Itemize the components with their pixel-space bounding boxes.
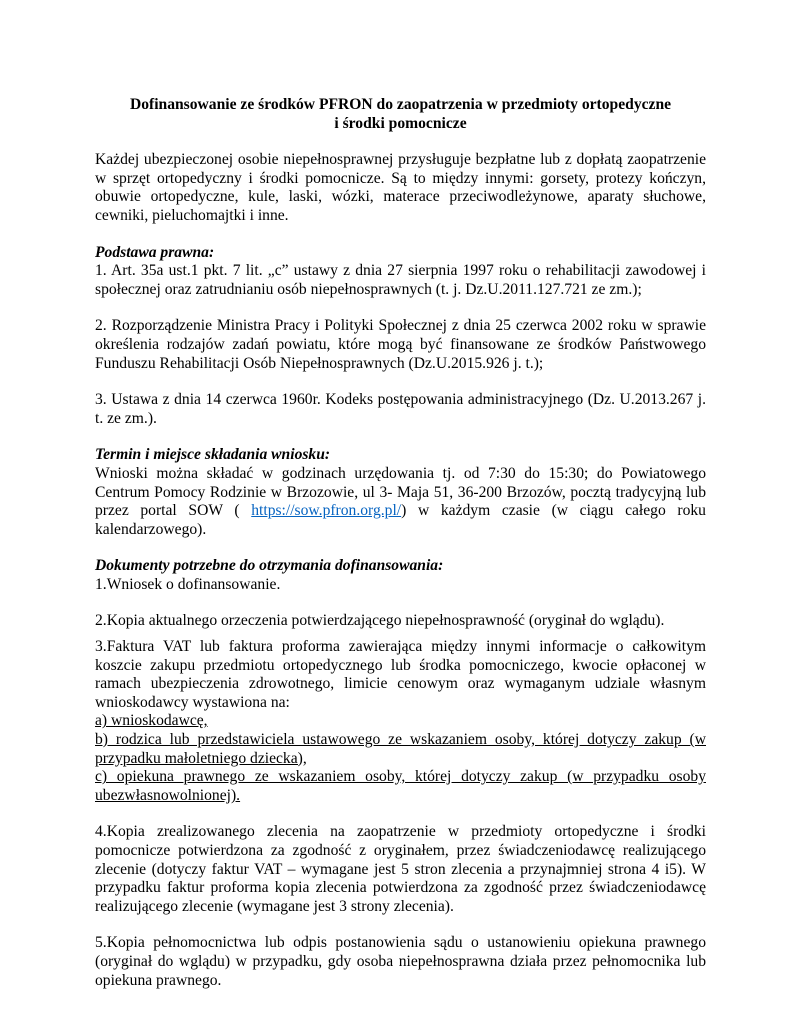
document-title-line-2: i środki pomocnicze bbox=[334, 114, 467, 132]
document-title bbox=[95, 96, 706, 133]
legal-basis-item-2: 2. Rozporządzenie Ministra Pracy i Polityki Społecznej z dnia 25 czerwca 2002 roku w sprawie określenia rodzajów zadań powiatu, które mogą być finansowane ze środków Państwowego Funduszu Rehabilitacji Osób Niepełnosprawnych (Dz.U.2015.926 j. t.); bbox=[95, 317, 706, 372]
documents-heading: Dokumenty potrzebne do otrzymania dofinansowania: bbox=[95, 557, 444, 575]
intro-paragraph: Każdej ubezpieczonej osobie niepełnosprawnej przysługuje bezpłatne lub z dopłatą zaopatrzenie w sprzęt ortopedyczny i środki pomocnicze. Są to między innymi: gorsety, protezy kończyn, obuwie ortopedyczne, kule, laski, wózki, materace przeciwodleżynowe, aparaty słuchowe, cewniki, pieluchomajtki i inne. bbox=[95, 151, 706, 224]
documents-item-5: 5.Kopia pełnomocnictwa lub odpis postanowienia sądu o ustanowieniu opiekuna prawnego (oryginał do wglądu) w przypadku, gdy osoba niepełnosprawna działa przez pełnomocnika lub opiekuna prawnego. bbox=[95, 934, 706, 989]
documents-item-3a: a) wnioskodawcę, bbox=[95, 712, 208, 730]
document-title-line-1: Dofinansowanie ze środków PFRON do zaopatrzenia w przedmioty ortopedyczne bbox=[129, 96, 672, 113]
documents-item-2: 2.Kopia aktualnego orzeczenia potwierdzającego niepełnosprawność (oryginał do wglądu). bbox=[95, 612, 665, 630]
legal-basis-item-3: 3. Ustawa z dnia 14 czerwca 1960r. Kodeks postępowania administracyjnego (Dz. U.2013.267 j. t. ze zm.). bbox=[95, 391, 706, 427]
documents-item-3: 3.Faktura VAT lub faktura proforma zawierająca między innymi informacje o całkowitym koszcie zakupu przedmiotu ortopedycznego lub środka pomocniczego, kwocie opłaconej w ramach ubezpieczenia zdrowotnego, limicie cenowym oraz wymaganym udziale własnym wnioskodawcy wystawiona na: bbox=[95, 638, 706, 711]
legal-basis-heading: Podstawa prawna: bbox=[95, 243, 215, 261]
documents-item-4: 4.Kopia zrealizowanego zlecenia na zaopatrzenie w przedmioty ortopedyczne i środki pomocnicze potwierdzona za zgodność z oryginałem, przez świadczeniodawcę realizującego zlecenie (dotyczy faktur VAT – wymagane jest 5 stron zlecenia a przynajmniej strona 4 i5). W przypadku faktur proforma kopia zlecenia potwierdzona za zgodność przez świadczeniodawcę realizującego zlecenie (wymagane jest 3 strony zlecenia). bbox=[95, 823, 706, 915]
documents-item-3b: b) rodzica lub przedstawiciela ustawowego ze wskazaniem osoby, której dotyczy zakup (w przypadku małoletniego dziecka), bbox=[95, 731, 706, 767]
documents-item-3c: c) opiekuna prawnego ze wskazaniem osoby, której dotyczy zakup (w przypadku osoby ubezwłasnowolnionej). bbox=[95, 768, 706, 804]
legal-basis-item-1: 1. Art. 35a ust.1 pkt. 7 lit. „c” ustawy z dnia 27 sierpnia 1997 roku o rehabilitacji zawodowej i społecznej oraz zatrudnianiu osób niepełnosprawnych (t. j. Dz.U.2011.127.721 ze zm.); bbox=[95, 262, 706, 298]
deadline-text-after: ) w każdym czasie (w ciągu całego roku kalendarzowego). bbox=[95, 502, 706, 538]
sow-portal-link[interactable]: https://sow.pfron.org.pl/ bbox=[251, 502, 402, 520]
deadline-heading: Termin i miejsce składania wniosku: bbox=[95, 446, 331, 464]
deadline-paragraph bbox=[95, 465, 706, 539]
deadline-text-before: Wnioski można składać w godzinach urzędowania tj. od 7:30 do 15:30; do Powiatowego Centrum Pomocy Rodzinie w Brzozowie, ul 3- Maja 51, 36-200 Brzozów, pocztą tradycyjną lub przez portal SOW ( bbox=[95, 464, 706, 520]
documents-item-1: 1.Wniosek o dofinansowanie. bbox=[95, 575, 281, 593]
